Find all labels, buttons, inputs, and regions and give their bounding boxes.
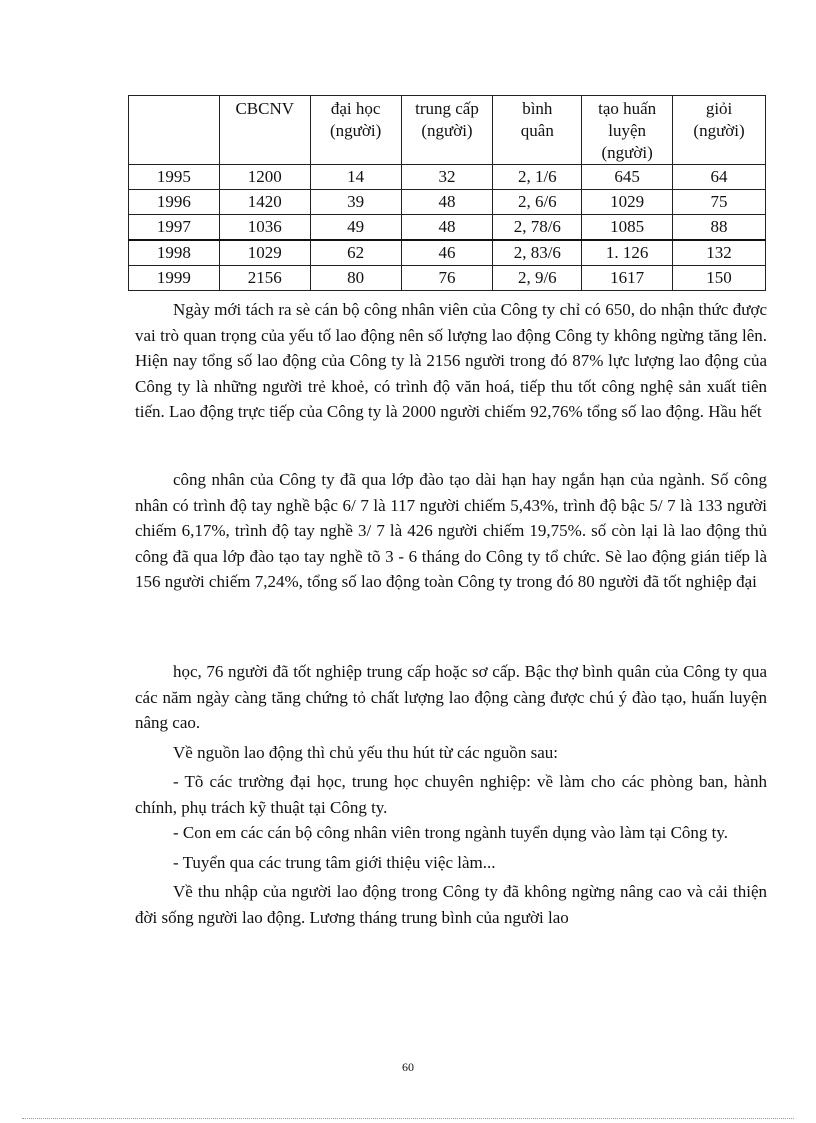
paragraph: - Tuyển qua các trung tâm giới thiệu việc làm... — [173, 852, 496, 872]
paragraph: công nhân của Công ty đã qua lớp đào tạo dài hạn hay ngắn hạn của ngành. Số công nhân có trình độ tay nghề bậc 6/ 7 là 117 người chiếm 5,43%, trình độ bậc 5/ 7 là 133 người chiếm 6,17%, trình độ tay nghề 3/ 7 là 426 người chiếm 19,75%. số còn lại là lao động thủ công đã qua lớp đào tạo tay nghề tõ 3 - 6 tháng do Công ty tổ chức. Sè lao động gián tiếp là 156 người chiếm 7,24%, tổng số lao động toàn Công ty trong đó 80 người đã tốt nghiệp đại — [135, 470, 767, 591]
table-cell: 80 — [310, 266, 401, 291]
table-header-cell: tạo huấn luyện (người) — [582, 96, 673, 165]
table-cell: 62 — [310, 240, 401, 266]
table-cell: 2, 1/6 — [493, 165, 582, 190]
table-cell: 49 — [310, 215, 401, 241]
table-header-cell: trung cấp (người) — [401, 96, 493, 165]
paragraph: - Con em các cán bộ công nhân viên trong ngành tuyển dụng vào làm tại Công ty. — [173, 823, 729, 842]
labor-statistics-table — [128, 95, 766, 291]
table-cell: 1997 — [129, 215, 220, 241]
table-cell: 645 — [582, 165, 673, 190]
table-cell: 76 — [401, 266, 493, 291]
table-cell: 1995 — [129, 165, 220, 190]
paragraph: Về nguồn lao động thì chủ yếu thu hút từ các nguồn sau: — [173, 742, 559, 762]
table-cell: 1029 — [582, 190, 673, 215]
table-cell: 14 — [310, 165, 401, 190]
table-cell: 132 — [673, 240, 766, 266]
table-cell: 1200 — [219, 165, 310, 190]
table-cell: 1998 — [129, 240, 220, 266]
body-text-block-2 — [135, 467, 767, 595]
table-row — [129, 240, 766, 266]
paragraph: - Tõ các trường đại học, trung học chuyên nghiệp: về làm cho các phòng ban, hành chính, phụ trách kỹ thuật tại Công ty. — [135, 772, 767, 817]
table-cell: 75 — [673, 190, 766, 215]
table-body — [129, 165, 766, 291]
table-cell: 64 — [673, 165, 766, 190]
table-header-cell — [129, 96, 220, 165]
table-cell: 2, 9/6 — [493, 266, 582, 291]
table-cell: 2, 83/6 — [493, 240, 582, 266]
table-header-cell: bình quân — [493, 96, 582, 165]
table-cell: 88 — [673, 215, 766, 241]
body-text-block-1 — [135, 297, 767, 425]
table-cell: 1999 — [129, 266, 220, 291]
table-cell: 32 — [401, 165, 493, 190]
table-header-cell: giỏi (người) — [673, 96, 766, 165]
table-cell: 48 — [401, 190, 493, 215]
table-cell: 1996 — [129, 190, 220, 215]
table-header-cell: đại học (người) — [310, 96, 401, 165]
table-cell: 39 — [310, 190, 401, 215]
table-row — [129, 190, 766, 215]
paragraph: học, 76 người đã tốt nghiệp trung cấp hoặc sơ cấp. Bậc thợ bình quân của Công ty qua các năm ngày càng tăng chứng tỏ chất lượng lao động càng được chú ý đào tạo, huấn luyện nâng cao. — [135, 662, 767, 732]
body-text-block-3 — [135, 659, 767, 930]
table-cell: 48 — [401, 215, 493, 241]
table-row — [129, 266, 766, 291]
table-cell: 1617 — [582, 266, 673, 291]
table-cell: 1. 126 — [582, 240, 673, 266]
page-number: 60 — [402, 1060, 414, 1074]
paragraph: Về thu nhập của người lao động trong Công ty đã không ngừng nâng cao và cải thiện đời sống người lao động. Lương tháng trung bình của người lao — [135, 882, 767, 927]
table-header-row — [129, 96, 766, 165]
page-bottom-divider — [22, 1118, 794, 1119]
table-cell: 1036 — [219, 215, 310, 241]
table-cell: 1420 — [219, 190, 310, 215]
table-row — [129, 215, 766, 241]
table-cell: 2, 78/6 — [493, 215, 582, 241]
table-cell: 1085 — [582, 215, 673, 241]
table-header-cell: CBCNV — [219, 96, 310, 165]
paragraph: Ngày mới tách ra sè cán bộ công nhân viên của Công ty chỉ có 650, do nhận thức được vai trò quan trọng của yếu tố lao động nên số lượng lao động Công ty không ngừng tăng lên. Hiện nay tổng số lao động của Công ty là 2156 người trong đó 87% lực lượng lao động của Công ty là những người trẻ khoẻ, có trình độ văn hoá, tiếp thu tốt công nghệ sản xuất tiên tiến. Lao động trực tiếp của Công ty là 2000 người chiếm 92,76% tổng số lao động. Hầu hết — [135, 300, 767, 421]
table-cell: 1029 — [219, 240, 310, 266]
table-cell: 46 — [401, 240, 493, 266]
table-cell: 2, 6/6 — [493, 190, 582, 215]
table-row — [129, 165, 766, 190]
table-cell: 2156 — [219, 266, 310, 291]
table-cell: 150 — [673, 266, 766, 291]
